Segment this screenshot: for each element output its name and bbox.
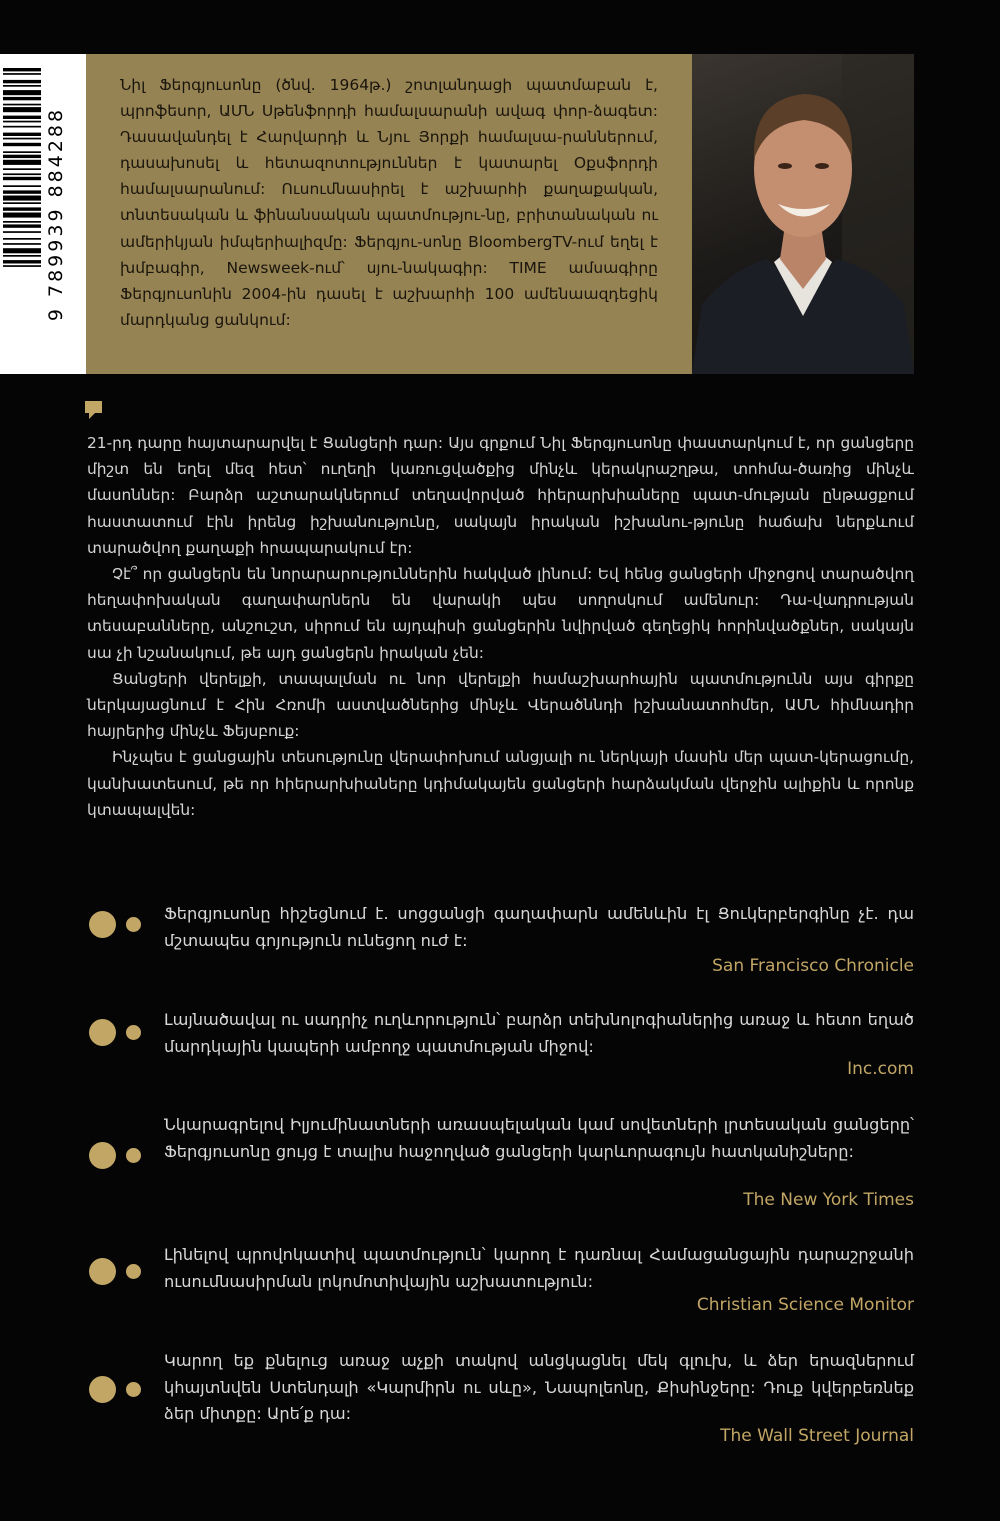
review-text: Լինելով պրովոկատիվ պատմություն՝ կարող է դառնալ Համացանցային դարաշրջանի ուսումնասիրման լոկոմոտիվային աշխատություն: <box>164 1245 914 1291</box>
bullet-dots-icon <box>89 1142 149 1174</box>
author-bio: Նիլ Ֆերգյուսոնը (ծնվ. 1964թ.) շոտլանդացի պատմաբան է, պրոֆեսոր, ԱՄՆ Սթենֆորդի համալսարանի ավագ փոր-ձագետ: Դասավանդել է Հարվարդի և Նյու Յորքի համալսա-րաններում, դասախոսել և հետազոտություններ է կատարել Օքսֆորդի համալսարանում: Ուսումնասիրել է աշխարհի քաղաքական, տնտեսական և ֆինանսական պատմությու-նը, բրիտանական ու ամերիկյան իմպերիալիզմը: Ֆերգյու-սոնը BloombergTV-ում եղել է խմբագիր, Newsweek-ում՝ սյու-նակագիր: TIME ամսագիրը Ֆերգյուսոնին 2004-ին դասել է աշխարհի 100 ամենաազդեցիկ մարդկանց ցանկում: <box>120 76 658 329</box>
review-source: The Wall Street Journal <box>720 1426 914 1446</box>
review-5 <box>85 1348 914 1454</box>
review-1 <box>85 901 914 983</box>
intro-paragraph-3: Ցանցերի վերելքի, տապալման ու նոր վերելքի համաշխարհային պատմությունն այս գիրքը ներկայացնում է Հին Հռոմի աստվածներից մինչև Վերածննդի իշխանատոհմեր, ԱՄՆ հիմնադիր հայրերից մինչև Ֆեյսբուք: <box>87 669 914 741</box>
review-source: Christian Science Monitor <box>696 1295 914 1315</box>
review-3 <box>85 1112 914 1217</box>
review-4 <box>85 1242 914 1322</box>
author-bio-panel <box>86 54 692 374</box>
intro-paragraph-2: Չէ՞ որ ցանցերն են նորարարություններին հակված լինում: Եվ հենց ցանցերի միջոցով տարածվող հեղափոխական գաղափարներն են վարակի պես սողոսկում ամենուր: Դա-վադրության տեսաբանները, անշուշտ, սիրում են այդպիսի ցանցերին նվիրված գեղեցիկ հորինվածքներ, սակայն սա չի նշանակում, թե այդ ցանցերն իրական չեն: <box>87 565 914 662</box>
author-photo <box>692 54 914 374</box>
intro-paragraph-4: Ինչպես է ցանցային տեսությունը վերափոխում անցյալի ու ներկայի մասին մեր պատ-կերացումը, կանխատեսում, թե որ հիերարխիաները կդիմակայեն ցանցերի հարձակման վերջին ալիքին և որոնք կտապալվեն: <box>87 748 914 819</box>
review-text: Նկարագրելով Իլյումինատների առասպելական կամ սովետների լրտեսական ցանցերը՝ Ֆերգյուսոնը ցույց է տալիս հաջողված ցանցերի կարևորագույն հատկանիշները: <box>164 1115 914 1161</box>
review-source: Inc.com <box>847 1059 914 1079</box>
review-text: Լայնածավալ ու սադրիչ ուղևորություն՝ բարձր տեխնոլոգիաներից առաջ և հետո եղած մարդկային կապերի ամբողջ պատմության միջով: <box>164 1010 914 1056</box>
review-source: The New York Times <box>743 1190 914 1210</box>
bullet-dots-icon <box>89 1376 149 1408</box>
review-2 <box>85 1007 914 1087</box>
bullet-dots-icon <box>89 911 149 943</box>
barcode-bars <box>0 54 86 374</box>
bullet-dots-icon <box>89 1258 149 1290</box>
intro-paragraph-1: 21-րդ դարը հայտարարվել է Ցանցերի դար: Այս գրքում Նիլ Ֆերգյուսոնը փաստարկում է, որ ցանցերը միշտ են եղել մեզ հետ՝ ուղեղի կառուցվածքից մինչև կերակրաշղթա, տոհմա-ծառից մինչև մասոններ: Բարձր աշտարակներում տեղավորված հիերարխիաները պատ-մության ընթացքում հաստատում էին իրենց իշխանությունը, սակայն իրական իշխանու-թյունը հաճախ ներքևում տարածվող քաղաքի հրապարակում էր: <box>87 434 914 557</box>
isbn-number: 9 789939 884288 <box>45 106 67 322</box>
barcode <box>0 54 86 374</box>
review-text: Կարող եք քնելուց առաջ աչքի տակով անցկացնել մեկ գլուխ, և ձեր երազներում կհայտնվեն Ստենդալի «Կարմիրն ու սևը», Նապոլեոնը, Քիսինջերը: Դուք կվերբեռնեք ձեր միտքը: Արե՛ք դա: <box>164 1351 914 1424</box>
bullet-dots-icon <box>89 1019 149 1051</box>
intro-text <box>87 430 914 823</box>
review-text: Ֆերգյուսոնը հիշեցնում է. սոցցանցի գաղափարն ամենևին էլ Ցուկերբերգինը չէ. դա մշտապես գոյություն ունեցող ուժ է: <box>164 904 914 950</box>
review-source: San Francisco Chronicle <box>712 956 914 976</box>
